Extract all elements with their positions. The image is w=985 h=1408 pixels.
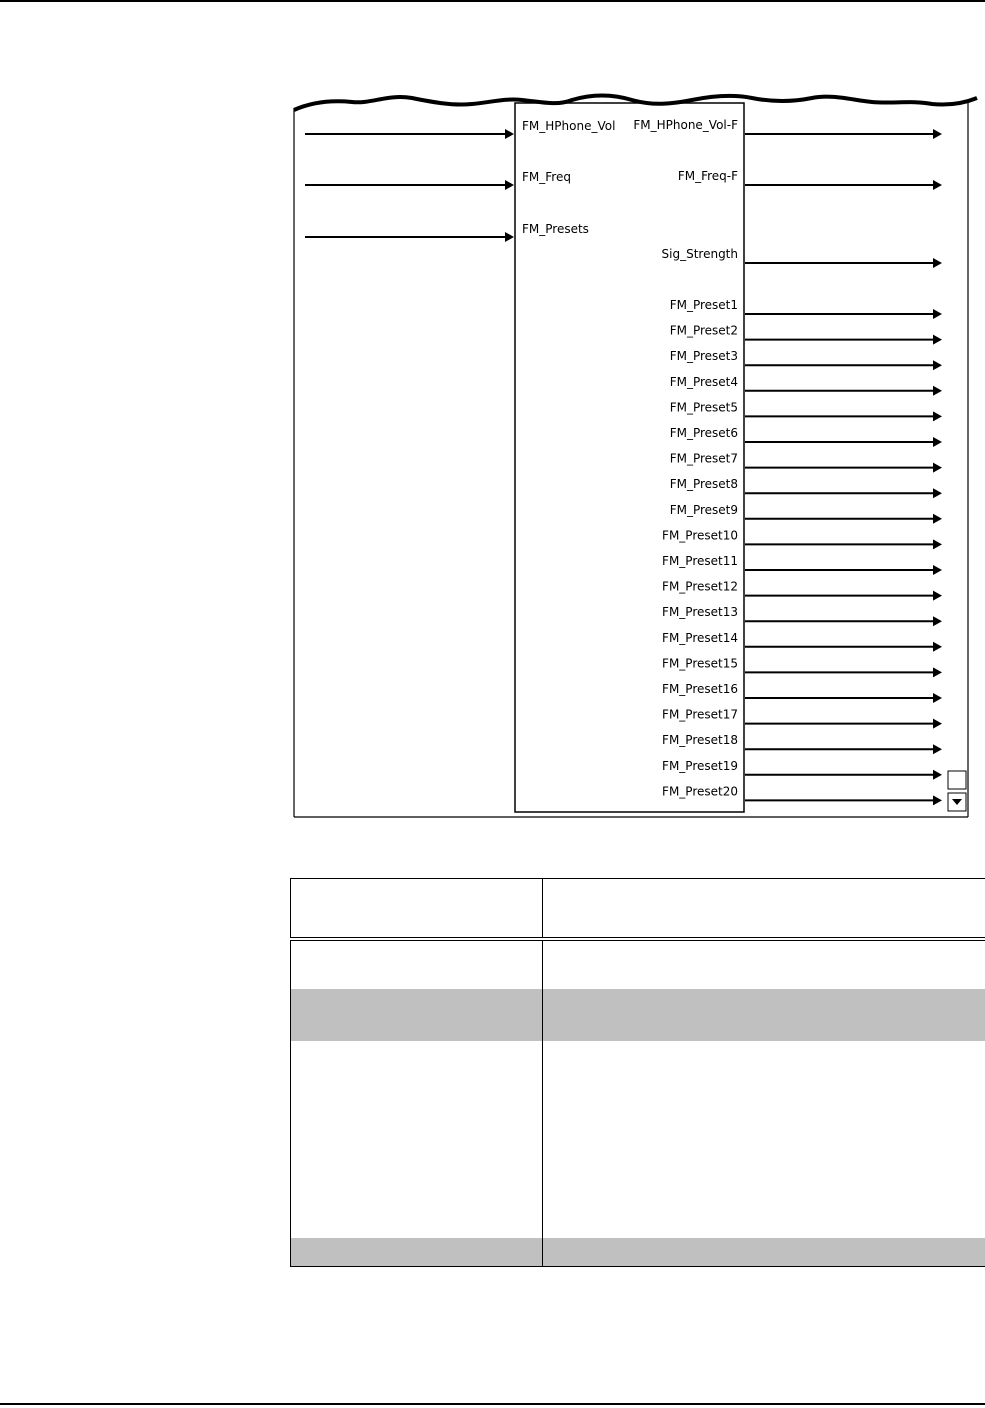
output-port-label: FM_HPhone_Vol-F bbox=[633, 118, 738, 132]
arrow-head bbox=[933, 616, 942, 626]
table-row bbox=[291, 989, 985, 1041]
input-ports bbox=[305, 119, 615, 242]
arrow-head bbox=[933, 565, 942, 575]
scroll-box[interactable] bbox=[948, 771, 966, 789]
output-port-label: FM_Preset13 bbox=[662, 605, 738, 620]
arrow-head bbox=[933, 591, 942, 601]
output-port-label: FM_Preset7 bbox=[669, 451, 738, 466]
table-cell bbox=[291, 989, 543, 1041]
table-cell bbox=[291, 1238, 543, 1267]
arrow-head bbox=[933, 514, 942, 524]
input-port-label: FM_Freq bbox=[522, 170, 571, 184]
output-port-label: FM_Preset12 bbox=[662, 579, 738, 594]
table-header-row bbox=[291, 879, 985, 939]
arrow-head bbox=[505, 129, 514, 139]
arrow-head bbox=[933, 770, 942, 780]
arrow-head bbox=[933, 463, 942, 473]
output-port-label: FM_Preset18 bbox=[662, 733, 738, 748]
table-cell bbox=[291, 939, 543, 989]
arrow-head bbox=[933, 744, 942, 754]
arrow-head bbox=[933, 129, 942, 139]
output-ports bbox=[633, 118, 942, 805]
arrow-head bbox=[933, 795, 942, 805]
arrow-head bbox=[933, 488, 942, 498]
output-port-label: FM_Preset20 bbox=[662, 784, 738, 799]
output-port-label: FM_Preset9 bbox=[669, 502, 738, 517]
arrow-head bbox=[933, 642, 942, 652]
arrow-head bbox=[505, 232, 514, 242]
symbol-diagram bbox=[292, 92, 982, 824]
page-bottom-rule bbox=[0, 1403, 985, 1405]
parameter-table bbox=[290, 878, 985, 1267]
output-port-label: FM_Preset11 bbox=[662, 554, 738, 568]
arrow-head bbox=[933, 258, 942, 268]
output-port-label: FM_Preset5 bbox=[669, 400, 738, 415]
output-port-label: FM_Preset15 bbox=[662, 656, 738, 671]
arrow-head bbox=[933, 180, 942, 190]
output-port-label: FM_Preset3 bbox=[669, 349, 738, 364]
table-cell bbox=[543, 1041, 985, 1238]
table-cell bbox=[543, 1238, 985, 1267]
arrow-head bbox=[505, 180, 514, 190]
output-port-label: FM_Preset8 bbox=[669, 477, 738, 492]
arrow-head bbox=[933, 437, 942, 447]
input-port-label: FM_Presets bbox=[522, 222, 589, 236]
output-port-label: FM_Preset2 bbox=[669, 323, 738, 338]
output-port-label: FM_Preset14 bbox=[662, 630, 738, 645]
output-port-label: FM_Preset4 bbox=[669, 374, 738, 389]
arrow-head bbox=[933, 309, 942, 319]
output-port-label: FM_Preset19 bbox=[662, 758, 738, 773]
arrow-head bbox=[933, 539, 942, 549]
arrow-head bbox=[933, 360, 942, 370]
scroll-down-button[interactable] bbox=[948, 793, 966, 811]
table-row bbox=[291, 1238, 985, 1267]
arrow-head bbox=[933, 719, 942, 729]
table-cell bbox=[291, 879, 543, 939]
arrow-head bbox=[933, 411, 942, 421]
arrow-head bbox=[933, 386, 942, 396]
output-port-label: FM_Preset16 bbox=[662, 682, 738, 696]
table-cell bbox=[543, 989, 985, 1041]
output-port-label: Sig_Strength bbox=[661, 247, 738, 261]
arrow-head bbox=[933, 693, 942, 703]
table-row bbox=[291, 1041, 985, 1238]
table-cell bbox=[291, 1041, 543, 1238]
arrow-head bbox=[933, 667, 942, 677]
output-port-label: FM_Preset10 bbox=[662, 528, 738, 543]
table-row bbox=[291, 939, 985, 989]
output-port-label: FM_Preset1 bbox=[669, 298, 738, 312]
arrow-head bbox=[933, 335, 942, 345]
page-top-rule bbox=[0, 0, 985, 2]
output-port-label: FM_Preset6 bbox=[669, 426, 738, 440]
table-cell bbox=[543, 939, 985, 989]
input-port-label: FM_HPhone_Vol bbox=[522, 119, 616, 133]
table-cell bbox=[543, 879, 985, 939]
output-port-label: FM_Preset17 bbox=[662, 707, 738, 722]
output-port-label: FM_Freq-F bbox=[677, 169, 738, 183]
